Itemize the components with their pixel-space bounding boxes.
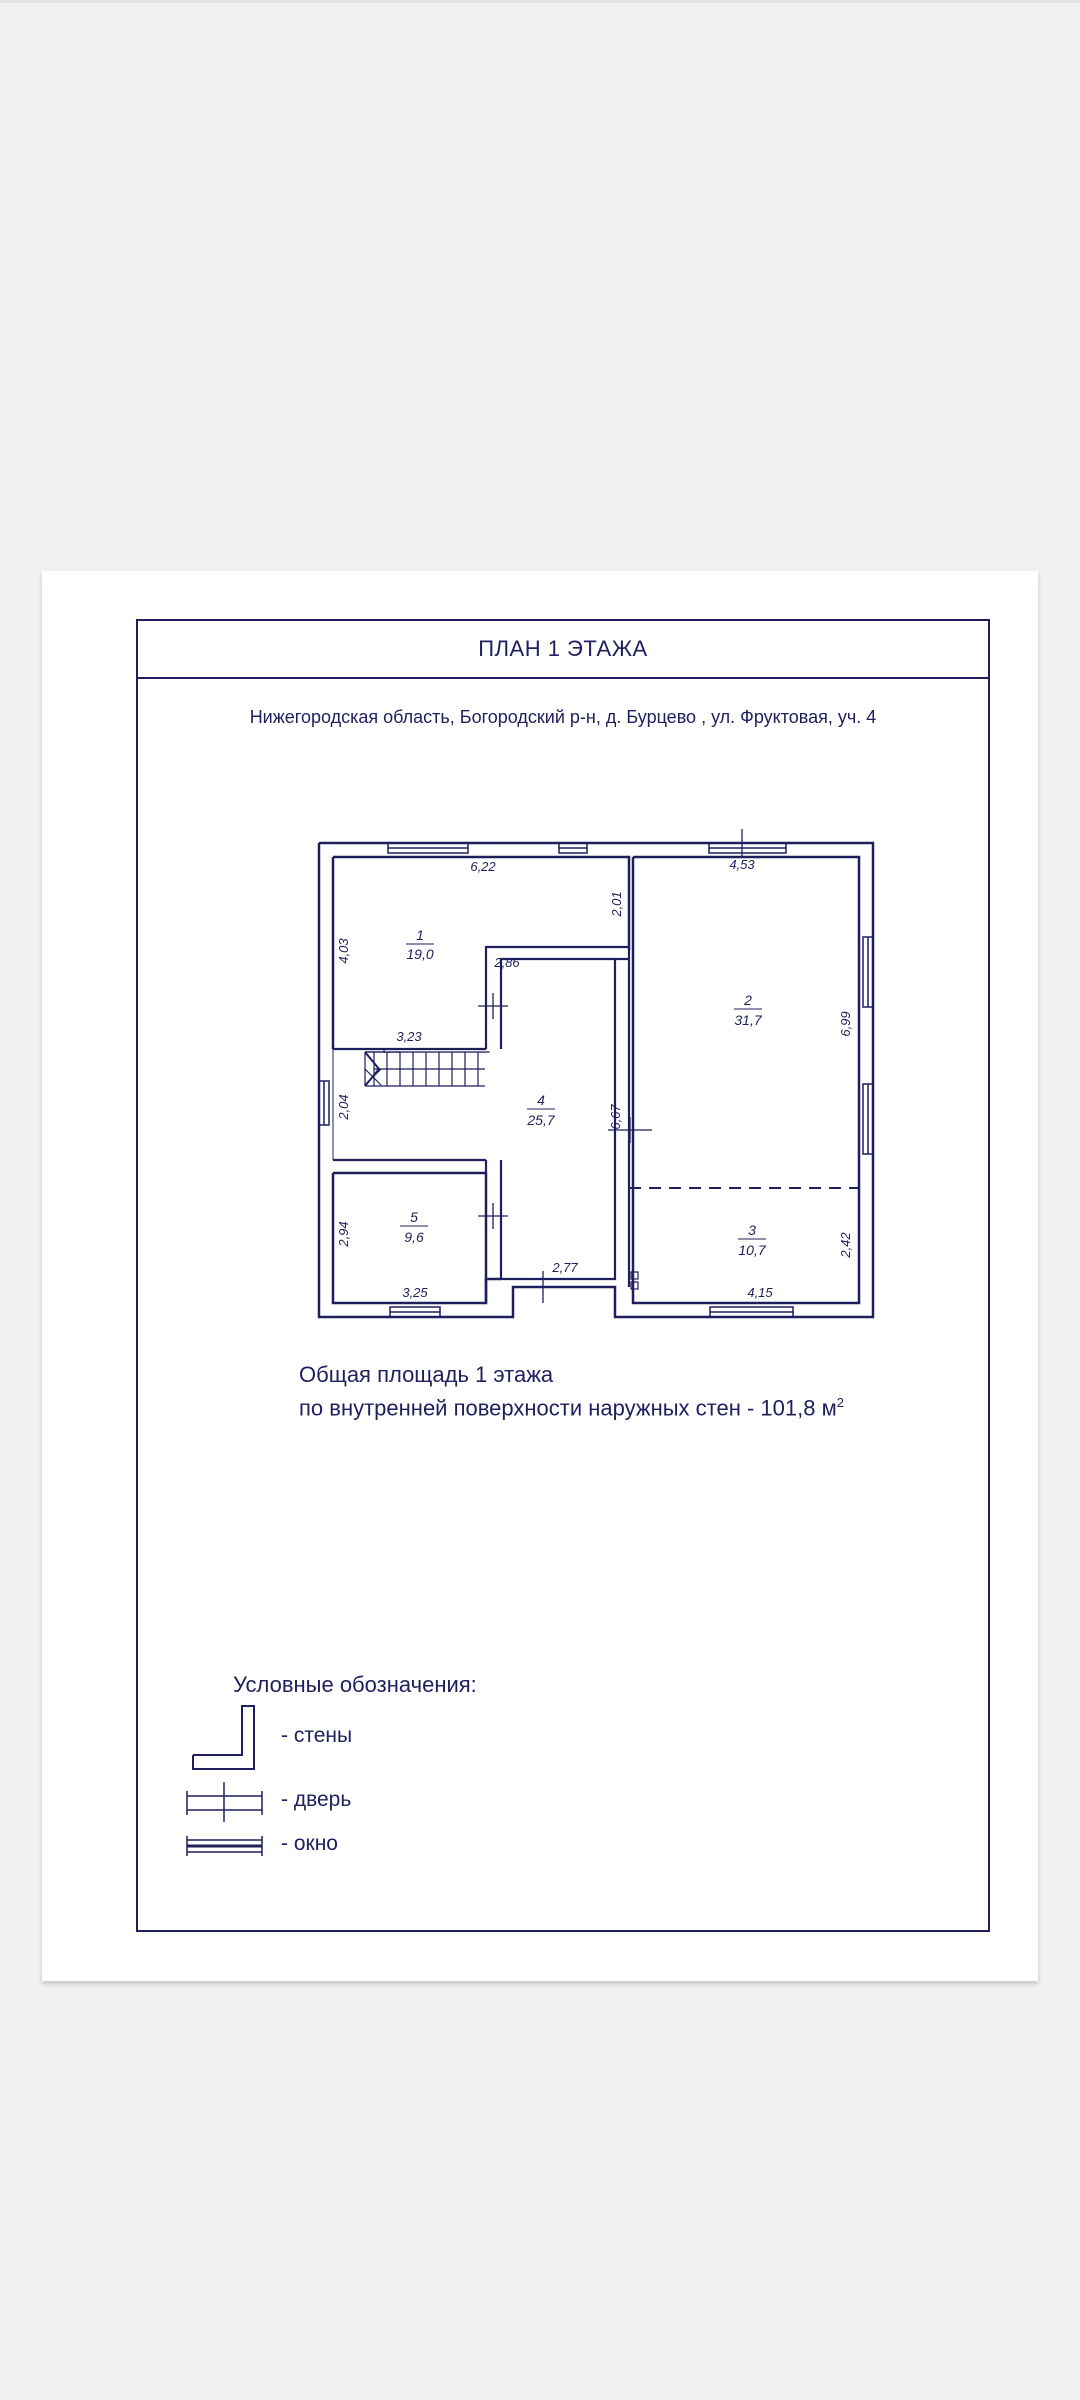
dim-3-23: 3,23 [396, 1029, 422, 1044]
legend-window-label: - окно [281, 1832, 338, 1855]
legend-walls-label: - стены [281, 1724, 353, 1747]
legend-door-symbol [187, 1782, 262, 1822]
room-2-number: 2 [744, 992, 752, 1008]
room-5-area: 9,6 [404, 1229, 424, 1245]
dim-2-94: 2,94 [336, 1221, 351, 1247]
total-area-line-1: Общая площадь 1 этажа [299, 1362, 554, 1387]
dim-3-25: 3,25 [402, 1285, 428, 1300]
document-sheet [42, 571, 1038, 1981]
legend-walls-symbol [193, 1706, 254, 1769]
floor-plan [138, 621, 988, 1930]
legend-title: Условные обозначения: [233, 1672, 477, 1697]
total-area-line-2 [299, 1389, 844, 1422]
legend-door-label: - дверь [281, 1788, 352, 1811]
room-3-number: 3 [748, 1222, 756, 1238]
room-4-area: 25,7 [527, 1112, 555, 1128]
plan-title: ПЛАН 1 ЭТАЖА [138, 621, 988, 679]
dim-4-53: 4,53 [729, 857, 755, 872]
interior-walls [333, 947, 629, 1287]
dim-2-42: 2,42 [838, 1232, 853, 1258]
staircase [365, 1049, 489, 1086]
dim-2-77: 2,77 [552, 1260, 578, 1275]
room-1-area: 19,0 [406, 946, 434, 962]
dim-2-01: 2,01 [609, 891, 624, 917]
room-3-area: 10,7 [738, 1242, 766, 1258]
total-area-value: по внутренней поверхности наружных стен - 101,8 м [299, 1395, 837, 1421]
dim-6-22: 6,22 [470, 859, 496, 874]
dim-4-03: 4,03 [336, 938, 351, 964]
dim-2-86: 2,86 [494, 955, 520, 970]
dim-2-04: 2,04 [336, 1094, 351, 1120]
total-area-note [299, 1361, 844, 1422]
dim-4-15: 4,15 [747, 1285, 773, 1300]
dim-6-67: 6,67 [608, 1104, 623, 1130]
room-2-area: 31,7 [734, 1012, 762, 1028]
room-5-number: 5 [410, 1209, 418, 1225]
room-1-number: 1 [416, 927, 424, 943]
drawing-frame [136, 619, 990, 1932]
dim-6-99: 6,99 [838, 1011, 853, 1037]
square-unit-exponent: 2 [836, 1395, 844, 1410]
top-status-strip [0, 0, 1080, 3]
outer-walls [319, 843, 873, 1317]
windows [319, 843, 873, 1317]
room-labels [400, 927, 767, 1258]
legend-window-symbol [187, 1836, 262, 1856]
address-line: Нижегородская область, Богородский р-н, д. Бурцево , ул. Фруктовая, уч. 4 [249, 707, 877, 727]
room-4-number: 4 [537, 1092, 545, 1108]
